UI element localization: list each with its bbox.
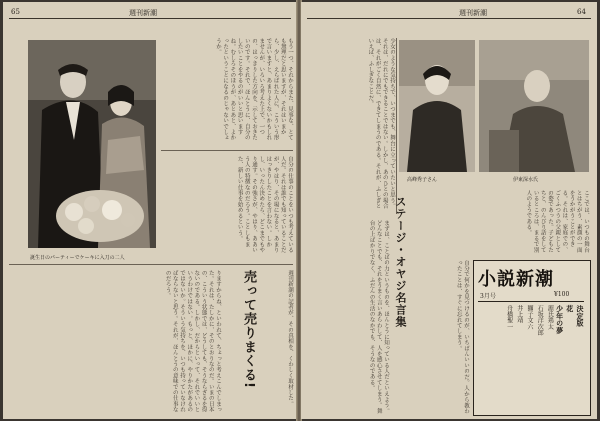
photo-caption-1: 高峰秀子さん: [407, 177, 438, 183]
running-head: 週刊新潮: [459, 9, 487, 17]
ad-line: 井上靖: [515, 305, 523, 324]
column-divider: [161, 150, 293, 151]
ad-line: 石坂洋次郎: [536, 305, 544, 336]
photo-caption: 誕生日のパーティーでケーキに入刀の二人: [30, 255, 125, 261]
article-text-side: 週刊新潮の記者が、その真相を、くわしく取材した。: [287, 270, 293, 407]
ad-line: 決定版: [576, 305, 585, 327]
article-text-lower: りますからね、といわれて、ちょっと考えこんでしまった。それは、たしかに、そのとおりなのだ。いまの日本の、こういう状態では、どうしても、そうならざるを得ないのである。しかし、だからといって、それでいいというわけではない。もっと、ほかに、やりかたがあるのではないか。そういう気持ちを、いつも持っていなければならないと思う。それが、ほんとうの意味での仕事なのだろう。: [164, 270, 221, 413]
article-text-middle: ここでは、いつもの舞台とはちがう、素顔の一面をうかがうことができる。それは、家庭での、ごくふつうの父親としての姿であった。子どもたちと、のんびり話をしているところは、まるで別人のようである。: [525, 190, 589, 253]
page-number: 64: [577, 8, 586, 16]
ad-line: 少年の夢: [555, 305, 565, 334]
article-text-upper: もう一つ、それからまた、見事な、とても無理だと思いますが、それはいまから、少し、えらばれた人に、こういう形で言いますと、あまりよくないかもしれませんが、いろいろ考えた上で、一つの、はっきりした方向を、示しておきたいのです。それで、ほんとうに、自分のしたいことをやるのがいいと思いますね。むしろそのほうが、あとあと、よかったということになるのじゃないでしょうか。: [214, 38, 293, 141]
ad-line: 源氏鶏太: [546, 305, 554, 330]
ad-title: 小説新潮: [478, 269, 554, 290]
party-photo: [28, 40, 156, 248]
ad-issue: 3月号: [480, 293, 496, 300]
ad-rule: [478, 301, 584, 302]
photo-caption-2: 伊東深水氏: [513, 177, 539, 183]
ad-price: ¥100: [554, 291, 570, 298]
article-text-lower-left: まずは、ことばの力というものを、ほんとうに知っている人だといえよう。どんなことでも、それをうまく言いあらわして、人を感心させてしまう。舞台の上ばかりでなく、ふだんの生活のなかでも、そうなのである。: [368, 220, 389, 414]
ad-line: 舟橋聖一: [505, 305, 513, 330]
ad-line: 花: [565, 305, 575, 313]
portrait-photo-2: [479, 40, 589, 172]
party-photo-illustration: [28, 40, 156, 248]
section-divider: [9, 264, 293, 265]
header-rule: [307, 18, 591, 19]
headline: 売って売りまくる!: [241, 270, 256, 389]
article-text-middle: 自分の仕事のことをいつも考えている人だ。それは誰でも知っていることだが、やはり、その場になると、あまりはっきりしたことを言わない。しかし、いったん決めたら、どこまでもやり通す。その強さが、やはり、ああいう人の特徴なのだろう。ことしもまた、新しい仕事を始めるという。: [236, 156, 293, 253]
column-divider: [396, 38, 397, 214]
left-page: [3, 2, 297, 419]
feature-title: ステージ・オヤジ名言集: [394, 196, 407, 328]
running-head: 週刊新潮: [129, 9, 157, 17]
ad-lines: [480, 305, 584, 409]
portrait-photo-1-illustration: [399, 40, 475, 172]
header-rule: [9, 18, 291, 19]
ad-box: [473, 260, 591, 416]
right-page: [301, 2, 597, 419]
portrait-photo-2-illustration: [479, 40, 589, 172]
ad-line: 獅子文六: [525, 305, 533, 330]
page-number: 65: [11, 8, 20, 16]
article-text-lower-center: 自分で何かを見つけるのが、いちばんいいのだ。人から教わったことは、すぐに忘れてしまう。: [455, 260, 469, 414]
portrait-photo-1: [399, 40, 475, 172]
article-text-upper: 少女のような気持ちで、いつまでも、舞台に立っていたいと思う。それは、だれにでもできることではない。しかし、あのひとの場合は、それがごく自然に、できてしまうのである。それが、ふしぎといえば、ふしぎなことだ。: [367, 38, 395, 209]
